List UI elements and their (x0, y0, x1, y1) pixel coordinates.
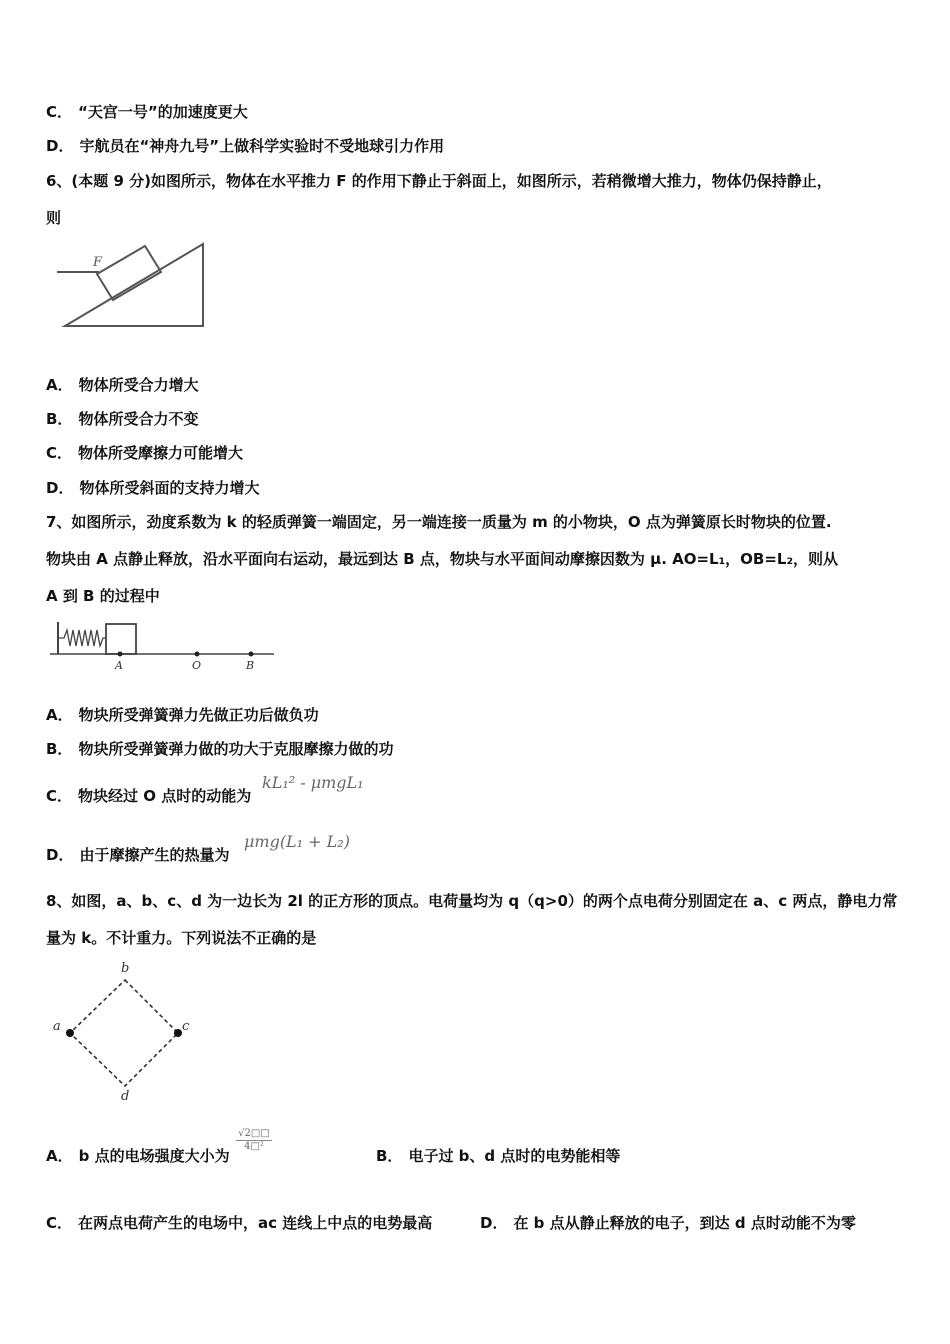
q7-option-a (46, 705, 319, 725)
label-b: B (246, 659, 255, 672)
q8-option-d (480, 1213, 856, 1233)
incline-triangle (65, 244, 203, 326)
q6-option-c (46, 443, 243, 463)
option-label: A． (46, 376, 73, 394)
label-c: c (182, 1019, 190, 1034)
option-text: b 点的电场强度大小为 (78, 1147, 230, 1165)
q7-option-d (46, 845, 229, 865)
option-text: 物体所受摩擦力可能增大 (78, 444, 244, 462)
square-figure (48, 958, 198, 1104)
point-o (195, 652, 200, 657)
option-label: D． (46, 846, 74, 864)
option-text: 物体所受合力增大 (78, 376, 199, 394)
incline-figure (55, 238, 215, 330)
option-text: 在两点电荷产生的电场中，ac 连线上中点的电势最高 (78, 1214, 433, 1232)
q8-option-b (376, 1146, 620, 1166)
fraction-numerator: √2□□ (236, 1128, 272, 1141)
option-label: A． (46, 1147, 73, 1165)
q8-option-c (46, 1213, 432, 1233)
option-text: 物块经过 O 点时的动能为 (78, 787, 252, 805)
point-a (118, 652, 123, 657)
option-label: B． (46, 410, 73, 428)
option-text: 宇航员在“神舟九号”上做科学实验时不受地球引力作用 (79, 137, 445, 155)
q6-stem-line1: 6、(本题 9 分)如图所示，物体在水平推力 F 的作用下静止于斜面上，如图所示，若稍微增大推力，物体仍保持静止， (46, 172, 832, 190)
charge-a (66, 1029, 74, 1037)
option-text: 物块所受弹簧弹力先做正功后做负功 (78, 706, 319, 724)
option-label: B． (46, 740, 73, 758)
point-b (249, 652, 254, 657)
label-d: d (121, 1089, 130, 1104)
block (97, 246, 161, 300)
option-label: C． (46, 1214, 73, 1232)
q7-stem-line2: 物块由 A 点静止释放，沿水平面向右运动，最远到达 B 点，物块与水平面间动摩擦因数为 μ. AO=L₁，OB=L₂，则从 (46, 550, 839, 568)
option-label: C． (46, 444, 73, 462)
option-text: 物体所受合力不变 (78, 410, 199, 428)
option-label: C． (46, 787, 73, 805)
label-a: A (115, 659, 123, 672)
q6-option-b (46, 409, 198, 429)
spring (58, 630, 106, 646)
option-label: D． (46, 479, 74, 497)
q8-stem-line2: 量为 k。不计重力。下列说法不正确的是 (46, 929, 317, 947)
block (106, 624, 136, 654)
q7-stem-line3: A 到 B 的过程中 (46, 587, 160, 605)
option-text: 在 b 点从静止释放的电子，到达 d 点时动能不为零 (513, 1214, 856, 1232)
label-b: b (121, 961, 130, 976)
option-text: “天宫一号”的加速度更大 (78, 103, 248, 121)
q7-option-c (46, 786, 251, 806)
spring-figure (46, 616, 278, 672)
option-text: 物体所受斜面的支持力增大 (79, 479, 260, 497)
q6-stem-line2: 则 (46, 209, 62, 227)
option-label: D． (46, 137, 74, 155)
q7-stem-line1: 7、如图所示，劲度系数为 k 的轻质弹簧一端固定，另一端连接一质量为 m 的小物块，O 点为弹簧原长时物块的位置. (46, 513, 832, 531)
q7-option-c-formula: kL₁² - μmgL₁ (262, 773, 364, 792)
q8-stem-line1: 8、如图，a、b、c、d 为一边长为 2l 的正方形的顶点。电荷量均为 q（q>0）的两个点电荷分别固定在 a、c 两点，静电力常 (46, 892, 898, 910)
option-text: 电子过 b、d 点时的电势能相等 (408, 1147, 621, 1165)
label-a: a (53, 1019, 61, 1034)
dashed-square (70, 980, 178, 1086)
q5-option-c (46, 102, 248, 122)
charge-c (174, 1029, 182, 1037)
q5-option-d (46, 136, 444, 156)
q7-option-b (46, 739, 393, 759)
q8-option-a-formula (236, 1128, 272, 1153)
option-label: C． (46, 103, 73, 121)
option-text: 由于摩擦产生的热量为 (79, 846, 230, 864)
force-label: F (93, 255, 103, 270)
option-label: B． (376, 1147, 403, 1165)
q8-option-a (46, 1146, 230, 1166)
q6-option-a (46, 375, 199, 395)
option-label: D． (480, 1214, 508, 1232)
q6-option-d (46, 478, 259, 498)
q7-option-d-formula: μmg(L₁ + L₂) (244, 832, 350, 851)
fraction-denominator: 4□² (244, 1141, 264, 1152)
option-text: 物块所受弹簧弹力做的功大于克服摩擦力做的功 (78, 740, 394, 758)
option-label: A． (46, 706, 73, 724)
label-o: O (192, 659, 202, 672)
